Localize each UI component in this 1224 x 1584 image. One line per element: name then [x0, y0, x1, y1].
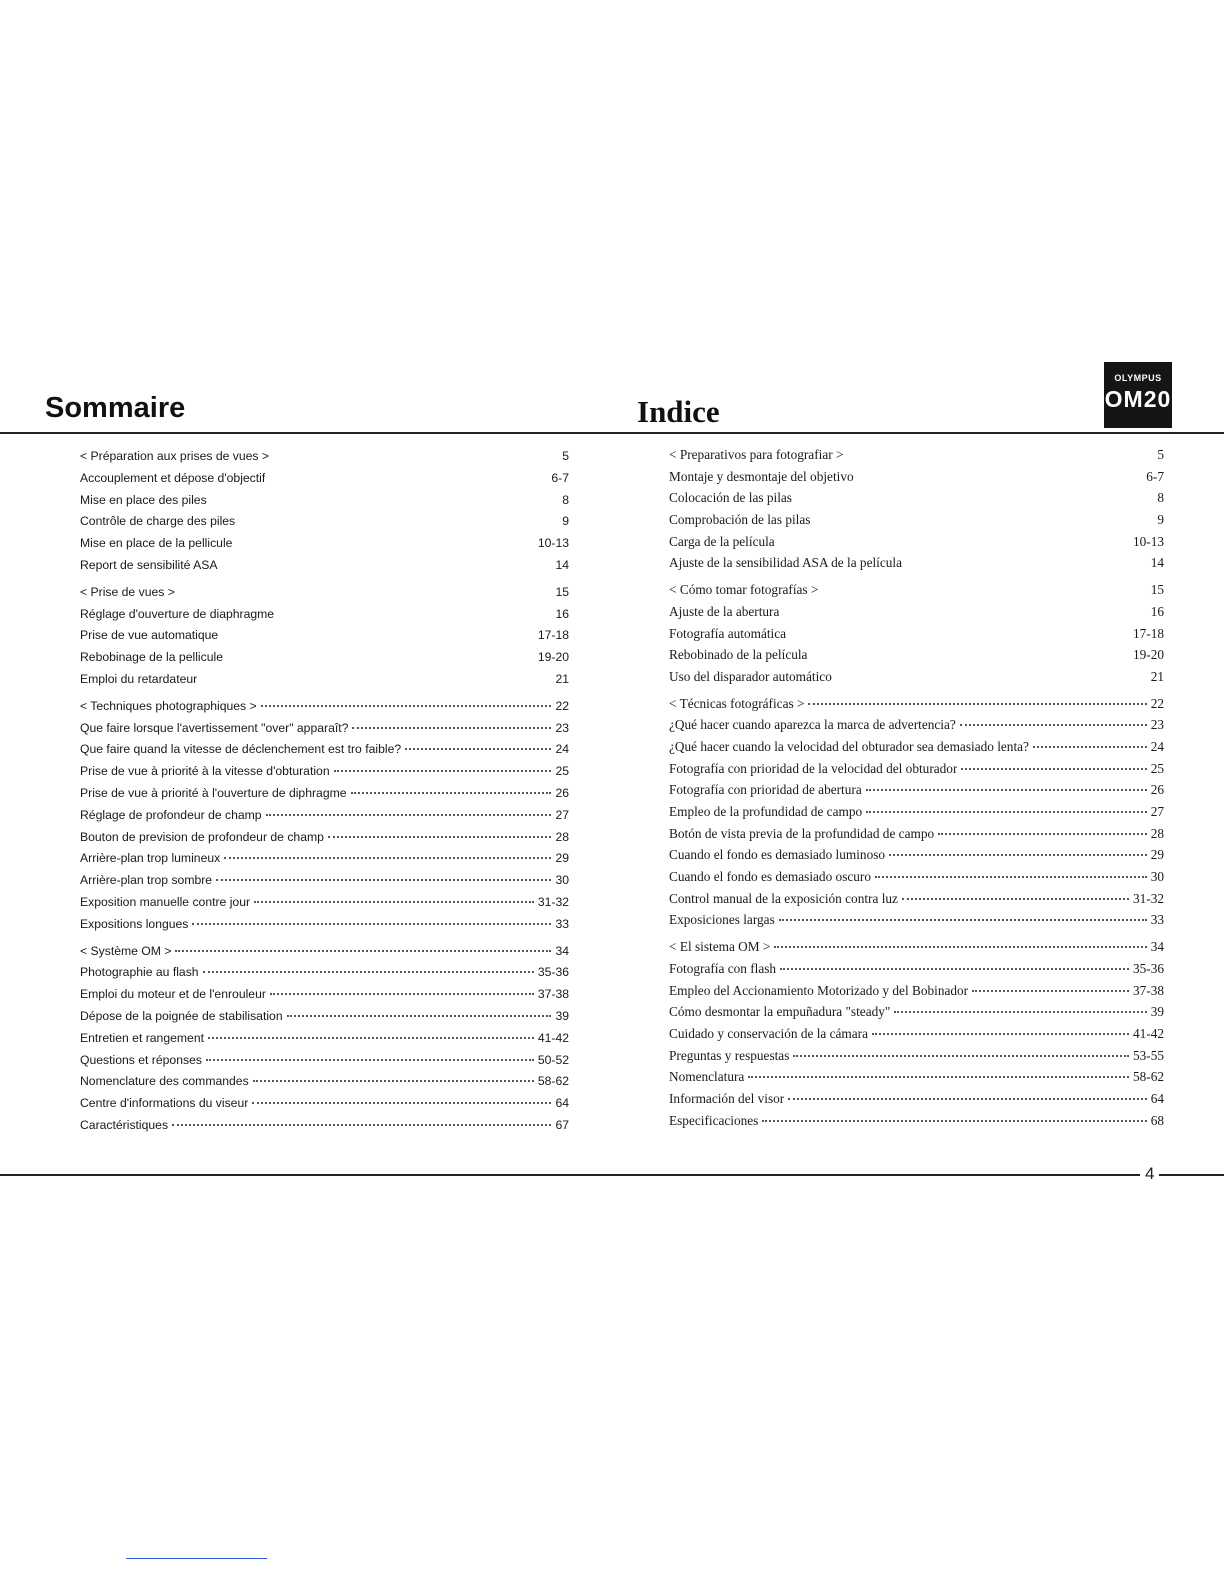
- toc-entry-page: 22: [555, 698, 569, 713]
- toc-entry: [80, 625, 569, 647]
- toc-entry: [669, 736, 1164, 758]
- toc-entry: [80, 446, 569, 468]
- toc-entry: [80, 696, 569, 718]
- toc-entry-page: 16: [1150, 603, 1164, 619]
- toc-leader: [938, 832, 1147, 835]
- toc-entry-page: 14: [555, 557, 569, 572]
- toc-entry: [80, 1115, 569, 1137]
- toc-leader: [208, 1036, 534, 1039]
- toc-leader: [779, 545, 1129, 546]
- toc-entry-title: < Préparation aux prises de vues >: [80, 449, 270, 463]
- toc-entry: [80, 914, 569, 936]
- toc-leader: [239, 524, 558, 525]
- toc-leader: [334, 769, 552, 772]
- toc-entry: [80, 1071, 569, 1093]
- toc-leader: [192, 922, 551, 925]
- toc-entry: [669, 1110, 1164, 1132]
- toc-leader: [788, 1097, 1146, 1100]
- toc-leader: [211, 503, 559, 504]
- page-number: 4: [1140, 1164, 1159, 1184]
- olympus-om20-logo: [1104, 362, 1172, 428]
- toc-entry-page: 33: [555, 916, 569, 931]
- toc-entry-title: < Système OM >: [80, 943, 172, 958]
- toc-entry-title: Prise de vue à priorité à la vitesse d'obturation: [80, 764, 330, 779]
- toc-entry: [669, 487, 1164, 509]
- header-rule: [0, 432, 1224, 434]
- french-toc: [80, 446, 569, 1137]
- logo-model: OM20: [1104, 386, 1172, 412]
- toc-entry: [80, 892, 569, 914]
- toc-entry-page: 27: [1150, 804, 1164, 819]
- toc-entry: [80, 468, 569, 490]
- toc-entry-page: 29: [555, 851, 569, 866]
- toc-entry-page: 39: [555, 1008, 569, 1023]
- toc-entry-title: < Prise de vues >: [80, 584, 175, 599]
- toc-entry-title: Control manual de la exposición contra luz: [669, 890, 898, 906]
- toc-entry-title: Réglage d'ouverture de diaphragme: [80, 606, 275, 621]
- toc-leader: [254, 900, 534, 903]
- toc-entry: [80, 555, 569, 577]
- toc-leader: [822, 593, 1146, 594]
- toc-entry: [669, 1023, 1164, 1045]
- toc-entry: [669, 779, 1164, 801]
- toc-entry-title: < Techniques photographiques >: [80, 698, 257, 713]
- toc-entry-page: 25: [555, 764, 569, 779]
- toc-entry-title: < Cómo tomar fotografías >: [669, 582, 819, 598]
- toc-entry-page: 19-20: [537, 650, 569, 665]
- toc-entry-page: 41-42: [537, 1030, 569, 1045]
- toc-entry-page: 37-38: [537, 987, 569, 1002]
- french-title: Sommaire: [45, 392, 186, 424]
- toc-leader: [222, 638, 534, 639]
- toc-entry: [669, 623, 1164, 645]
- toc-entry-page: 25: [1150, 760, 1164, 776]
- toc-entry: [80, 848, 569, 870]
- toc-leader: [352, 726, 551, 729]
- toc-leader: [405, 747, 551, 750]
- toc-leader: [253, 1079, 534, 1082]
- toc-leader: [902, 897, 1129, 900]
- toc-entry-page: 9: [1157, 512, 1164, 528]
- toc-entry-page: 39: [1150, 1004, 1164, 1020]
- toc-entry-title: Cuando el fondo es demasiado luminoso: [669, 847, 886, 863]
- toc-entry-title: Arrière-plan trop lumineux: [80, 851, 221, 866]
- toc-entry: [80, 604, 569, 626]
- toc-entry-page: 58-62: [537, 1074, 569, 1089]
- toc-entry: [669, 644, 1164, 666]
- toc-entry-page: 6-7: [1146, 468, 1164, 484]
- toc-entry: [80, 718, 569, 740]
- toc-entry-page: 27: [555, 807, 569, 822]
- toc-entry: [80, 870, 569, 892]
- toc-leader: [762, 1119, 1146, 1122]
- toc-entry: [669, 980, 1164, 1002]
- toc-entry: [669, 758, 1164, 780]
- toc-entry: [80, 1028, 569, 1050]
- toc-entry-page: 34: [1150, 939, 1164, 955]
- toc-entry-title: Prise de vue automatique: [80, 628, 219, 643]
- toc-leader: [780, 967, 1129, 970]
- toc-leader: [793, 1054, 1129, 1057]
- toc-leader: [273, 459, 558, 460]
- toc-entry-page: 5: [1157, 447, 1164, 462]
- toc-leader: [216, 878, 551, 881]
- toc-entry-page: 31-32: [537, 894, 569, 909]
- toc-entry: [669, 444, 1164, 466]
- toc-entry-page: 16: [555, 606, 569, 621]
- toc-entry: [669, 552, 1164, 574]
- toc-leader: [866, 810, 1147, 813]
- toc-entry-title: Carga de la película: [669, 533, 775, 549]
- toc-entry: [80, 1050, 569, 1072]
- toc-entry: [80, 1093, 569, 1115]
- toc-entry-title: Exposition manuelle contre jour: [80, 894, 251, 909]
- toc-entry-title: < El sistema OM >: [669, 939, 771, 955]
- toc-entry-page: 23: [555, 720, 569, 735]
- toc-entry-title: Centre d'informations du viseur: [80, 1096, 249, 1111]
- toc-entry-title: Bouton de prevision de profondeur de champ: [80, 829, 324, 844]
- toc-entry: [669, 801, 1164, 823]
- toc-leader: [875, 875, 1147, 878]
- toc-entry: [669, 909, 1164, 931]
- toc-entry-title: Cuando el fondo es demasiado oscuro: [669, 869, 871, 885]
- toc-entry-title: Preguntas y respuestas: [669, 1047, 790, 1063]
- toc-entry-page: 10-13: [1132, 533, 1164, 549]
- toc-leader: [201, 682, 551, 683]
- toc-leader: [811, 658, 1129, 659]
- toc-entry-title: ¿Qué hacer cuando aparezca la marca de advertencia?: [669, 717, 956, 733]
- toc-entry-page: 15: [555, 584, 569, 599]
- toc-entry-page: 29: [1150, 847, 1164, 863]
- toc-leader: [222, 568, 552, 569]
- toc-entry-title: Caractéristiques: [80, 1117, 169, 1132]
- toc-entry-title: Fotografía automática: [669, 625, 787, 641]
- toc-leader: [252, 1101, 551, 1104]
- toc-entry-page: 30: [555, 873, 569, 888]
- toc-leader: [894, 1010, 1146, 1013]
- toc-entry-title: Expositions longues: [80, 916, 189, 931]
- toc-entry-title: Dépose de la poignée de stabilisation: [80, 1008, 283, 1023]
- toc-entry: [80, 827, 569, 849]
- toc-entry: [80, 511, 569, 533]
- toc-entry-page: 8: [1157, 490, 1164, 506]
- toc-entry-title: Rebobinage de la pellicule: [80, 650, 223, 665]
- toc-entry-page: 21: [1150, 668, 1164, 684]
- toc-entry-title: Nomenclatura: [669, 1069, 745, 1085]
- toc-leader: [328, 835, 552, 838]
- bottom-link-line: [126, 1558, 267, 1559]
- toc-entry: [80, 761, 569, 783]
- toc-entry-title: Comprobación de las pilas: [669, 512, 811, 528]
- toc-entry-title: Fotografía con prioridad de la velocidad del obturador: [669, 760, 958, 776]
- toc-entry: [669, 1045, 1164, 1067]
- toc-entry-title: Mise en place de la pellicule: [80, 536, 233, 551]
- toc-entry-title: Mise en place des piles: [80, 492, 207, 507]
- toc-entry-title: Entretien et rangement: [80, 1030, 204, 1045]
- toc-entry: [669, 693, 1164, 715]
- toc-entry-page: 6-7: [551, 470, 569, 485]
- toc-leader: [814, 523, 1153, 524]
- toc-leader: [351, 791, 552, 794]
- toc-leader: [748, 1075, 1129, 1078]
- toc-entry-page: 8: [562, 492, 569, 507]
- toc-entry: [669, 579, 1164, 601]
- toc-entry-page: 26: [555, 785, 569, 800]
- toc-entry: [669, 601, 1164, 623]
- toc-leader: [836, 680, 1147, 681]
- toc-entry-title: < Preparativos para fotografiar >: [669, 447, 844, 462]
- toc-entry-page: 19-20: [1132, 647, 1164, 663]
- toc-entry-page: 53-55: [1132, 1047, 1164, 1063]
- toc-entry-page: 67: [555, 1117, 569, 1132]
- toc-entry: [80, 582, 569, 604]
- toc-entry-page: 28: [555, 829, 569, 844]
- toc-entry-title: Colocación de las pilas: [669, 490, 792, 506]
- toc-entry: [80, 647, 569, 669]
- toc-leader: [848, 458, 1154, 459]
- toc-entry-title: Ajuste de la sensibilidad ASA de la película: [669, 555, 903, 571]
- toc-entry-page: 37-38: [1132, 982, 1164, 998]
- toc-leader: [269, 481, 547, 482]
- toc-entry-title: Photographie au flash: [80, 965, 199, 980]
- toc-entry-title: Montaje y desmontaje del objetivo: [669, 468, 854, 484]
- toc-leader: [790, 637, 1129, 638]
- toc-entry: [669, 1001, 1164, 1023]
- toc-entry: [669, 1066, 1164, 1088]
- toc-entry-title: Exposiciones largas: [669, 912, 775, 928]
- toc-entry: [669, 936, 1164, 958]
- toc-entry-page: 9: [562, 514, 569, 529]
- toc-leader: [270, 992, 534, 995]
- toc-entry-title: Contrôle de charge des piles: [80, 514, 236, 529]
- toc-entry-title: Rebobinado de la película: [669, 647, 808, 663]
- toc-entry-page: 58-62: [1132, 1069, 1164, 1085]
- toc-leader: [266, 813, 552, 816]
- toc-entry-title: Especificaciones: [669, 1112, 759, 1128]
- toc-leader: [261, 704, 552, 707]
- toc-entry-page: 64: [555, 1096, 569, 1111]
- toc-entry-title: ¿Qué hacer cuando la velocidad del obturador sea demasiado lenta?: [669, 738, 1029, 754]
- toc-entry: [669, 1088, 1164, 1110]
- toc-entry: [669, 509, 1164, 531]
- toc-entry-page: 22: [1150, 695, 1164, 711]
- toc-entry: [80, 739, 569, 761]
- toc-entry-page: 24: [1150, 738, 1164, 754]
- toc-entry: [80, 984, 569, 1006]
- toc-entry-title: Questions et réponses: [80, 1052, 202, 1067]
- toc-leader: [779, 918, 1147, 921]
- toc-entry-title: Report de sensibilité ASA: [80, 557, 218, 572]
- toc-entry-page: 35-36: [537, 965, 569, 980]
- toc-entry-page: 21: [555, 671, 569, 686]
- toc-entry-title: Cómo desmontar la empuñadura "steady": [669, 1004, 891, 1020]
- toc-entry: [669, 714, 1164, 736]
- toc-entry-title: Ajuste de la abertura: [669, 603, 780, 619]
- toc-leader: [227, 660, 534, 661]
- toc-entry: [669, 844, 1164, 866]
- toc-entry-page: 33: [1150, 912, 1164, 928]
- toc-entry-page: 64: [1150, 1090, 1164, 1106]
- toc-entry-page: 24: [555, 742, 569, 757]
- toc-entry-title: Que faire lorsque l'avertissement "over" apparaît?: [80, 720, 349, 735]
- toc-entry-page: 26: [1150, 782, 1164, 798]
- toc-entry-title: Réglage de profondeur de champ: [80, 807, 262, 822]
- toc-entry-title: Uso del disparador automático: [669, 668, 832, 684]
- toc-entry: [80, 1006, 569, 1028]
- toc-leader: [906, 566, 1147, 567]
- toc-entry-title: Cuidado y conservación de la cámara: [669, 1025, 868, 1041]
- toc-leader: [206, 1058, 534, 1061]
- toc-entry: [669, 866, 1164, 888]
- toc-entry-page: 68: [1150, 1112, 1164, 1128]
- toc-entry: [80, 962, 569, 984]
- toc-entry-page: 23: [1150, 717, 1164, 733]
- toc-entry-title: Arrière-plan trop sombre: [80, 873, 213, 888]
- toc-entry: [80, 805, 569, 827]
- toc-leader: [972, 989, 1129, 992]
- toc-entry: [669, 531, 1164, 553]
- toc-leader: [224, 856, 551, 859]
- toc-leader: [889, 853, 1147, 856]
- toc-entry-page: 15: [1150, 582, 1164, 598]
- toc-entry-page: 35-36: [1132, 960, 1164, 976]
- toc-entry-title: Emploi du moteur et de l'enrouleur: [80, 987, 266, 1002]
- toc-entry-title: Botón de vista previa de la profundidad de campo: [669, 825, 935, 841]
- toc-entry-title: Que faire quand la vitesse de déclenchement est tro faible?: [80, 742, 402, 757]
- toc-leader: [866, 788, 1147, 791]
- toc-leader: [774, 945, 1146, 948]
- toc-entry: [80, 669, 569, 691]
- toc-leader: [203, 970, 534, 973]
- toc-entry-page: 31-32: [1132, 890, 1164, 906]
- toc-leader: [179, 595, 552, 596]
- toc-entry-page: 50-52: [537, 1052, 569, 1067]
- toc-entry-title: Accouplement et dépose d'objectif: [80, 470, 266, 485]
- spanish-toc: [669, 444, 1164, 1131]
- toc-entry-title: Fotografía con prioridad de abertura: [669, 782, 862, 798]
- spanish-title: Indice: [637, 394, 720, 429]
- toc-entry-title: Información del visor: [669, 1090, 785, 1106]
- toc-entry-page: 17-18: [537, 628, 569, 643]
- toc-leader: [287, 1014, 552, 1017]
- toc-entry-page: 5: [562, 449, 569, 463]
- toc-entry-page: 30: [1150, 869, 1164, 885]
- toc-leader: [858, 480, 1143, 481]
- toc-entry-page: 28: [1150, 825, 1164, 841]
- toc-leader: [872, 1032, 1129, 1035]
- toc-leader: [783, 615, 1146, 616]
- toc-leader: [278, 617, 551, 618]
- toc-leader: [960, 723, 1147, 726]
- toc-entry: [80, 941, 569, 963]
- toc-entry-title: Fotografía con flash: [669, 960, 777, 976]
- toc-entry: [669, 888, 1164, 910]
- toc-entry: [80, 783, 569, 805]
- toc-entry-page: 34: [555, 943, 569, 958]
- toc-entry-title: Nomenclature des commandes: [80, 1074, 249, 1089]
- toc-entry-page: 10-13: [537, 536, 569, 551]
- toc-entry: [80, 533, 569, 555]
- toc-entry-title: Emploi du retardateur: [80, 671, 198, 686]
- footer-rule: [0, 1174, 1224, 1176]
- toc-entry: [669, 823, 1164, 845]
- toc-leader: [175, 949, 551, 952]
- toc-entry-page: 17-18: [1132, 625, 1164, 641]
- toc-entry-title: Prise de vue à priorité à l'ouverture de diphragme: [80, 785, 347, 800]
- toc-leader: [1033, 745, 1147, 748]
- toc-entry: [669, 466, 1164, 488]
- toc-leader: [796, 501, 1153, 502]
- toc-entry-page: 14: [1150, 555, 1164, 571]
- toc-entry-title: < Técnicas fotográficas >: [669, 695, 805, 711]
- toc-entry: [669, 666, 1164, 688]
- toc-leader: [961, 767, 1146, 770]
- toc-leader: [172, 1123, 551, 1126]
- toc-entry: [669, 958, 1164, 980]
- toc-entry-title: Empleo del Accionamiento Motorizado y del Bobinador: [669, 982, 969, 998]
- logo-brand: OLYMPUS: [1114, 373, 1162, 383]
- toc-entry-title: Empleo de la profundidad de campo: [669, 804, 863, 819]
- toc-entry-page: 41-42: [1132, 1025, 1164, 1041]
- toc-entry: [80, 490, 569, 512]
- toc-leader: [808, 702, 1146, 705]
- toc-leader: [236, 546, 533, 547]
